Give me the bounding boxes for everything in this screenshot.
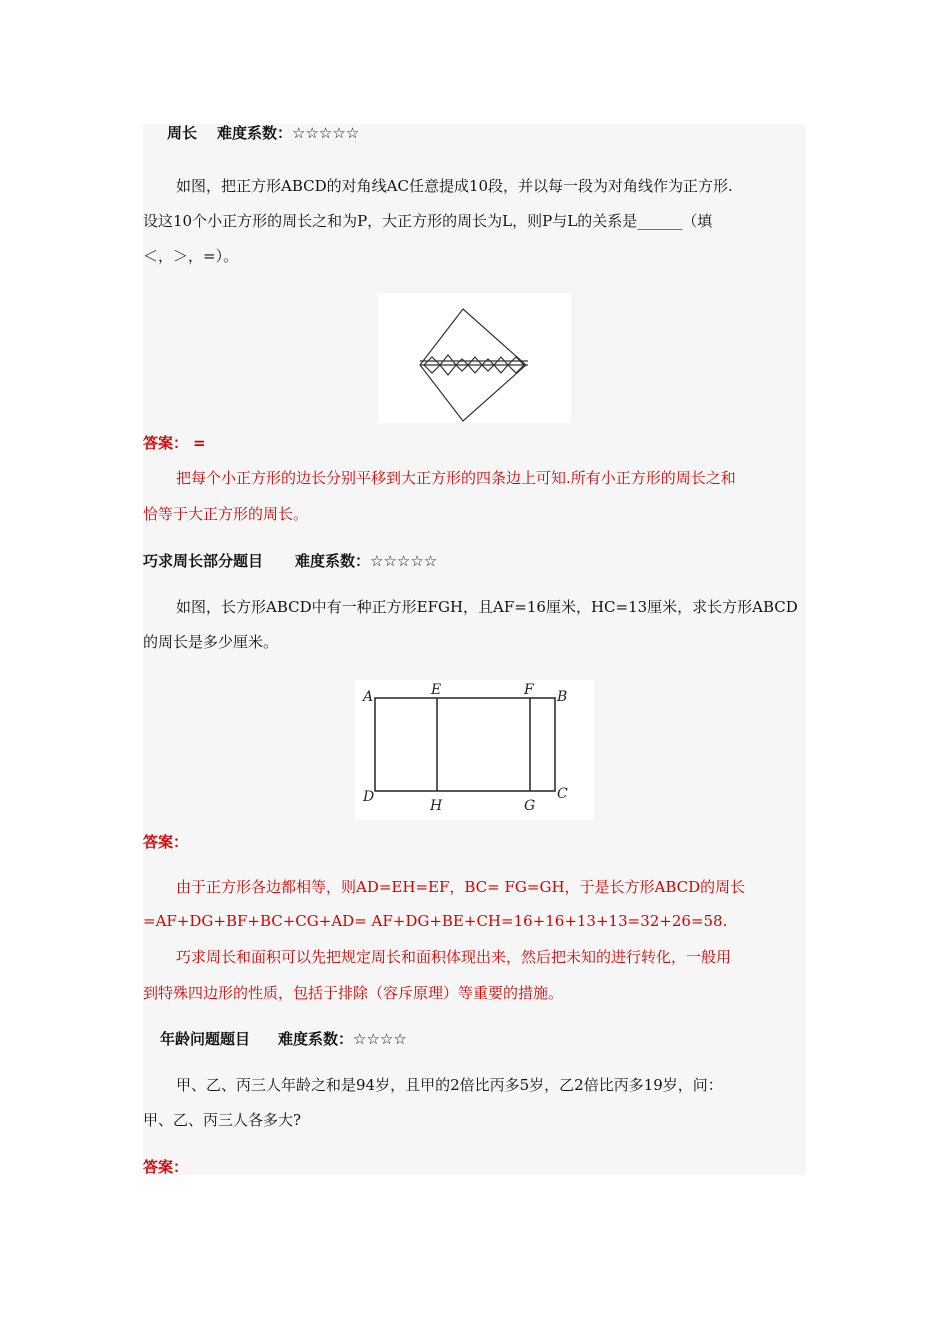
- section1-question-line: ＜，＞，=）。: [143, 247, 239, 265]
- section3-question-line: 甲、乙、丙三人年龄之和是94岁，且甲的2倍比丙多5岁，乙2倍比丙多19岁，问：: [176, 1076, 723, 1094]
- rectangle-figure-svg: [355, 680, 594, 820]
- section1-answer-label: 答案：: [143, 434, 189, 452]
- section1-explanation-line: 把每个小正方形的边长分别平移到大正方形的四条边上可知.所有小正方形的周长之和: [176, 469, 736, 487]
- label-b: B: [557, 689, 568, 705]
- section1-explanation-line: 恰等于大正方形的周长。: [143, 505, 309, 523]
- diamond-figure: [378, 293, 571, 423]
- section2-explanation-line: =AF+DG+BF+BC+CG+AD= AF+DG+BE+CH=16+16+13+13=32+26=58.: [143, 912, 728, 930]
- section2-explanation-line: 由于正方形各边都相等，则AD=EH=EF，BC= FG=GH，于是长方形ABCD的周长: [176, 878, 746, 896]
- section3-question-line: 甲、乙、丙三人各多大?: [143, 1111, 302, 1129]
- label-h: H: [430, 798, 443, 814]
- rectangle-figure: [355, 680, 594, 820]
- section2-explanation-line: 巧求周长和面积可以先把规定周长和面积体现出来，然后把未知的进行转化，一般用: [176, 948, 732, 966]
- label-e: E: [431, 682, 442, 698]
- label-d: D: [363, 789, 375, 805]
- section2-question-line: 如图，长方形ABCD中有一种正方形EFGH，且AF=16厘米，HC=13厘米，求长方形ABCD: [176, 598, 798, 616]
- section2-explanation-line: 到特殊四边形的性质，包括于排除（容斥原理）等重要的措施。: [143, 984, 564, 1002]
- section1-question-line: 如图，把正方形ABCD的对角线AC任意提成10段，并以每一段为对角线作为正方形.: [176, 177, 733, 195]
- section1-difficulty: 难度系数：☆☆☆☆☆: [217, 124, 360, 142]
- section2-heading-title: 巧求周长部分题目: [143, 552, 264, 570]
- section2-difficulty: 难度系数：☆☆☆☆☆: [295, 552, 438, 570]
- section3-answer-label: 答案：: [143, 1158, 189, 1176]
- label-f: F: [524, 682, 534, 698]
- rectangle-abcd: [375, 698, 555, 791]
- section1-question-line: 设这10个小正方形的周长之和为P，大正方形的周长为L，则P与L的关系是______（填: [143, 212, 713, 230]
- label-a: A: [363, 689, 374, 705]
- section1-heading-title: 周长: [167, 124, 198, 142]
- section2-question-line: 的周长是多少厘米。: [143, 633, 279, 651]
- section3-heading-title: 年龄问题题目: [160, 1030, 251, 1048]
- label-g: G: [524, 798, 536, 814]
- section1-answer-value: =: [193, 434, 206, 452]
- diamond-figure-svg: [378, 293, 571, 423]
- section2-answer-label: 答案：: [143, 833, 189, 851]
- section3-difficulty: 难度系数：☆☆☆☆: [278, 1030, 407, 1048]
- label-c: C: [557, 786, 568, 802]
